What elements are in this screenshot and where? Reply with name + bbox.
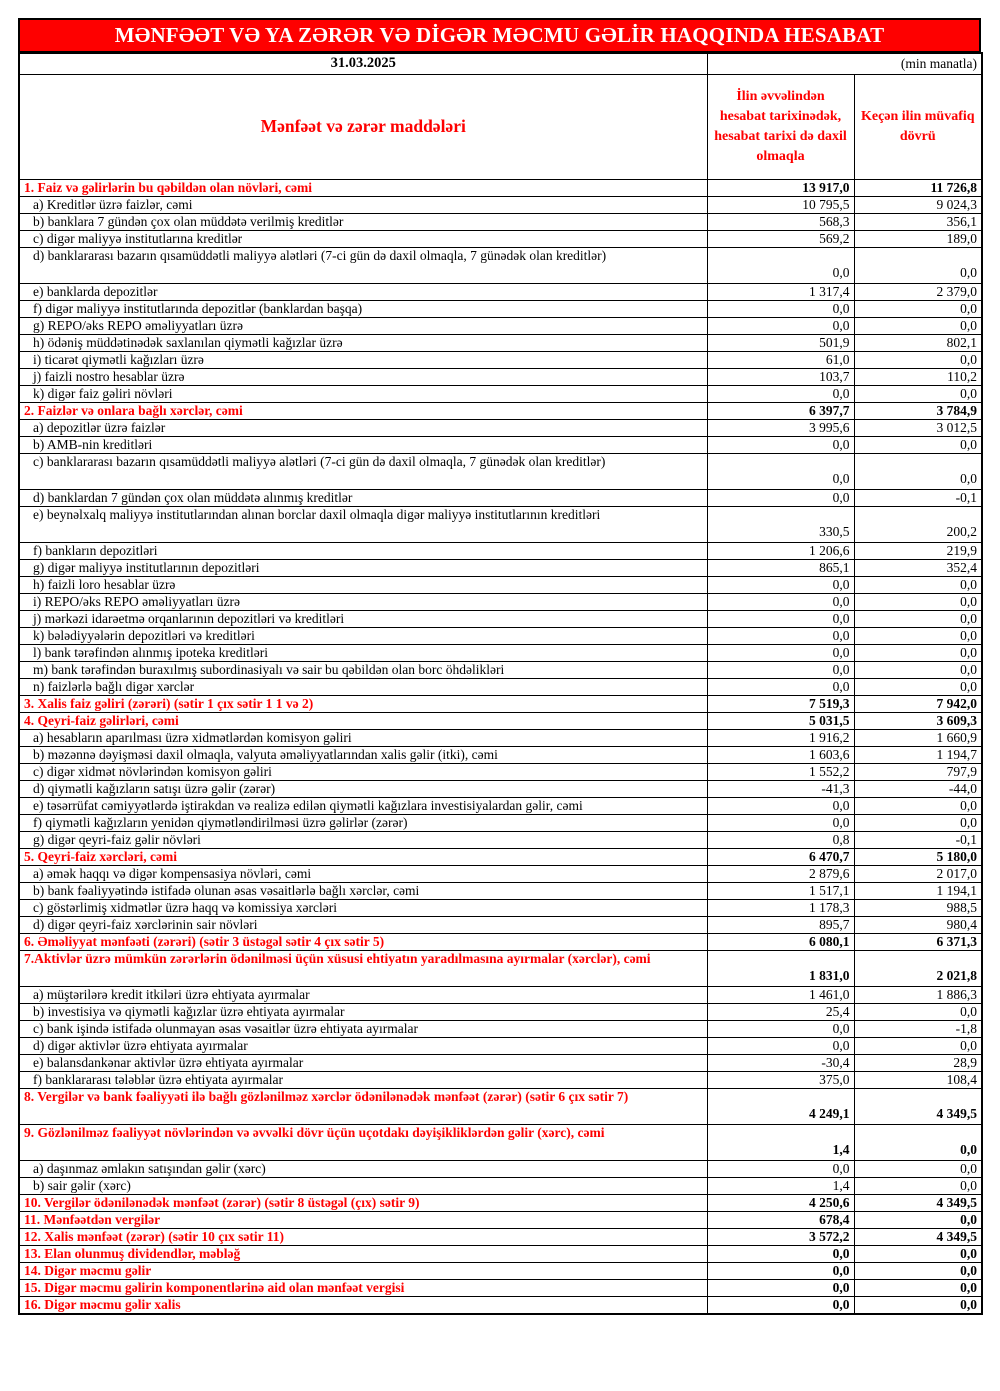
row-value-prior: 0,0: [854, 1177, 982, 1194]
row-value-prior: 3 012,5: [854, 419, 982, 436]
row-value-ytd: 0,0: [707, 300, 854, 317]
table-row: [19, 729, 982, 746]
row-value-ytd: 1 178,3: [707, 899, 854, 916]
row-value-prior: 0,0: [854, 1003, 982, 1020]
table-row: [19, 436, 982, 453]
row-label: 3. Xalis faiz gəliri (zərəri) (sətir 1 çıx sətir 1 1 və 2): [19, 695, 707, 712]
row-value-ytd: 1 916,2: [707, 729, 854, 746]
row-value-prior: 0,0: [854, 436, 982, 453]
row-value-prior: 0,0: [854, 627, 982, 644]
row-value-ytd: 6 470,7: [707, 848, 854, 865]
row-value-ytd: 7 519,3: [707, 695, 854, 712]
row-value-prior: 219,9: [854, 542, 982, 559]
row-value-prior: 1 194,1: [854, 882, 982, 899]
row-value-prior: -44,0: [854, 780, 982, 797]
row-value-ytd: 1 317,4: [707, 283, 854, 300]
table-row: [19, 1296, 982, 1314]
table-row: [19, 213, 982, 230]
row-value-ytd: 568,3: [707, 213, 854, 230]
table-row: [19, 1194, 982, 1211]
row-label: h) faizli loro hesablar üzrə: [19, 576, 707, 593]
table-row: [19, 453, 982, 489]
row-label: d) digər aktivlər üzrə ehtiyata ayırmalar: [19, 1037, 707, 1054]
row-label: e) təsərrüfat cəmiyyətlərdə iştirakdan və realizə edilən qiymətli kağızlara investisiyalardan gəlir, cəmi: [19, 797, 707, 814]
row-label: i) REPO/əks REPO əməliyyatları üzrə: [19, 593, 707, 610]
row-value-prior: 0,0: [854, 814, 982, 831]
table-row: [19, 865, 982, 882]
row-value-ytd: 0,0: [707, 678, 854, 695]
row-value-ytd: 0,0: [707, 814, 854, 831]
row-value-ytd: 1 831,0: [707, 950, 854, 986]
row-value-prior: 980,4: [854, 916, 982, 933]
table-row: [19, 797, 982, 814]
row-value-prior: 2 021,8: [854, 950, 982, 986]
row-value-prior: -0,1: [854, 489, 982, 506]
row-value-ytd: 0,8: [707, 831, 854, 848]
unit-label: (min manatla): [707, 53, 982, 74]
row-value-ytd: 1 206,6: [707, 542, 854, 559]
row-label: 1. Faiz və gəlirlərin bu qəbildən olan növləri, cəmi: [19, 179, 707, 196]
row-value-prior: 4 349,5: [854, 1228, 982, 1245]
table-row: [19, 368, 982, 385]
items-column-header: Mənfəət və zərər maddələri: [19, 74, 707, 179]
row-value-prior: 110,2: [854, 368, 982, 385]
row-label: b) bank fəaliyyətində istifadə olunan əsas vəsaitlərlə bağlı xərclər, cəmi: [19, 882, 707, 899]
table-body: [19, 179, 982, 1314]
row-value-prior: 4 349,5: [854, 1088, 982, 1124]
row-value-ytd: 0,0: [707, 1020, 854, 1037]
row-value-ytd: 0,0: [707, 317, 854, 334]
report-page: [18, 18, 981, 1315]
row-value-ytd: 375,0: [707, 1071, 854, 1088]
row-value-ytd: 2 879,6: [707, 865, 854, 882]
row-label: 12. Xalis mənfəət (zərər) (sətir 10 çıx sətir 11): [19, 1228, 707, 1245]
row-value-prior: 6 371,3: [854, 933, 982, 950]
row-label: 5. Qeyri-faiz xərcləri, cəmi: [19, 848, 707, 865]
row-value-ytd: 0,0: [707, 1262, 854, 1279]
table-row: [19, 1054, 982, 1071]
row-label: e) banklarda depozitlər: [19, 283, 707, 300]
row-label: f) digər maliyyə institutlarında depozitlər (banklardan başqa): [19, 300, 707, 317]
row-label: 9. Gözlənilməz fəaliyyət növlərindən və əvvəlki dövr üçün uçotdakı dəyişikliklərdən gəlir (xərc), cəmi: [19, 1124, 707, 1160]
table-row: [19, 593, 982, 610]
row-label: 8. Vergilər və bank fəaliyyəti ilə bağlı gözlənilməz xərclər ödənilənədək mənfəət (zərər) (sətir 6 çıx sətir 7): [19, 1088, 707, 1124]
row-label: j) mərkəzi idarəetmə orqanlarının depozitləri və kreditləri: [19, 610, 707, 627]
row-value-prior: 802,1: [854, 334, 982, 351]
report-date: 31.03.2025: [19, 53, 707, 74]
row-label: g) digər maliyyə institutlarının depozitləri: [19, 559, 707, 576]
table-row: [19, 1088, 982, 1124]
row-value-ytd: 0,0: [707, 576, 854, 593]
table-row: [19, 678, 982, 695]
table-row: [19, 1228, 982, 1245]
table-row: [19, 385, 982, 402]
row-label: k) digər faiz gəliri növləri: [19, 385, 707, 402]
row-value-prior: 1 886,3: [854, 986, 982, 1003]
row-value-ytd: 4 250,6: [707, 1194, 854, 1211]
row-value-prior: 0,0: [854, 576, 982, 593]
row-value-ytd: 0,0: [707, 1037, 854, 1054]
row-value-ytd: 103,7: [707, 368, 854, 385]
row-value-prior: 0,0: [854, 1037, 982, 1054]
row-label: 2. Faizlər və onlara bağlı xərclər, cəmi: [19, 402, 707, 419]
row-label: i) ticarət qiymətli kağızları üzrə: [19, 351, 707, 368]
table-row: [19, 1262, 982, 1279]
table-row: [19, 610, 982, 627]
date-row: [19, 53, 982, 74]
row-label: b) sair gəlir (xərc): [19, 1177, 707, 1194]
row-value-ytd: 0,0: [707, 453, 854, 489]
row-value-prior: -1,8: [854, 1020, 982, 1037]
table-row: [19, 899, 982, 916]
row-value-ytd: 0,0: [707, 797, 854, 814]
row-value-prior: 28,9: [854, 1054, 982, 1071]
income-statement-table: [18, 52, 983, 1315]
table-row: [19, 1245, 982, 1262]
row-label: a) müştərilərə kredit itkiləri üzrə ehtiyata ayırmalar: [19, 986, 707, 1003]
row-value-ytd: 3 995,6: [707, 419, 854, 436]
table-row: [19, 506, 982, 542]
row-value-ytd: 865,1: [707, 559, 854, 576]
row-value-ytd: 1 552,2: [707, 763, 854, 780]
row-value-prior: 3 609,3: [854, 712, 982, 729]
row-label: h) ödəniş müddətinədək saxlanılan qiymətli kağızlar üzrə: [19, 334, 707, 351]
table-row: [19, 179, 982, 196]
prior-period-column-header: Keçən ilin müvafiq dövrü: [854, 74, 982, 179]
row-label: c) banklararası bazarın qısamüddətli maliyyə alətləri (7-ci gün də daxil olmaqla, 7 günədək olan kreditlər): [19, 453, 707, 489]
row-label: f) qiymətli kağızların yenidən qiymətləndirilməsi üzrə gəlirlər (zərər): [19, 814, 707, 831]
row-value-prior: 0,0: [854, 797, 982, 814]
row-value-prior: 0,0: [854, 351, 982, 368]
row-label: 13. Elan olunmuş dividendlər, məbləğ: [19, 1245, 707, 1262]
row-label: f) bankların depozitləri: [19, 542, 707, 559]
table-row: [19, 247, 982, 283]
row-value-prior: 797,9: [854, 763, 982, 780]
row-label: a) depozitlər üzrə faizlər: [19, 419, 707, 436]
row-label: a) əmək haqqı və digər kompensasiya növləri, cəmi: [19, 865, 707, 882]
table-row: [19, 882, 982, 899]
row-label: e) balansdankənar aktivlər üzrə ehtiyata ayırmalar: [19, 1054, 707, 1071]
row-value-prior: 0,0: [854, 1245, 982, 1262]
table-row: [19, 916, 982, 933]
table-row: [19, 1160, 982, 1177]
row-value-prior: 3 784,9: [854, 402, 982, 419]
table-row: [19, 1124, 982, 1160]
row-label: b) investisiya və qiymətli kağızlar üzrə ehtiyata ayırmalar: [19, 1003, 707, 1020]
table-row: [19, 419, 982, 436]
ytd-column-header: İlin əvvəlindən hesabat tarixinədək, hesabat tarixi də daxil olmaqla: [707, 74, 854, 179]
row-label: 11. Mənfəətdən vergilər: [19, 1211, 707, 1228]
row-value-prior: 0,0: [854, 247, 982, 283]
row-label: 15. Digər məcmu gəlirin komponentlərinə aid olan mənfəət vergisi: [19, 1279, 707, 1296]
row-label: n) faizlərlə bağlı digər xərclər: [19, 678, 707, 695]
row-value-prior: 0,0: [854, 1262, 982, 1279]
row-value-prior: 0,0: [854, 678, 982, 695]
row-label: c) digər maliyyə institutlarına kreditlər: [19, 230, 707, 247]
row-value-ytd: 0,0: [707, 385, 854, 402]
row-label: g) REPO/əks REPO əməliyyatları üzrə: [19, 317, 707, 334]
table-row: [19, 1211, 982, 1228]
row-label: a) daşınmaz əmlakın satışından gəlir (xərc): [19, 1160, 707, 1177]
row-label: 16. Digər məcmu gəlir xalis: [19, 1296, 707, 1314]
table-row: [19, 1071, 982, 1088]
row-value-prior: 356,1: [854, 213, 982, 230]
row-value-ytd: 0,0: [707, 1296, 854, 1314]
row-label: k) bələdiyyələrin depozitləri və kreditləri: [19, 627, 707, 644]
row-label: b) banklara 7 gündən çox olan müddətə verilmiş kreditlər: [19, 213, 707, 230]
table-row: [19, 814, 982, 831]
report-title-banner: [18, 18, 981, 53]
row-value-ytd: 25,4: [707, 1003, 854, 1020]
table-row: [19, 1003, 982, 1020]
row-label: f) banklararası tələblər üzrə ehtiyata ayırmalar: [19, 1071, 707, 1088]
row-value-prior: 0,0: [854, 610, 982, 627]
row-value-ytd: 61,0: [707, 351, 854, 368]
table-row: [19, 780, 982, 797]
row-value-prior: 0,0: [854, 1279, 982, 1296]
table-row: [19, 402, 982, 419]
row-label: c) göstərlimiş xidmətlər üzrə haqq və komissiya xərcləri: [19, 899, 707, 916]
row-value-ytd: 0,0: [707, 644, 854, 661]
table-row: [19, 576, 982, 593]
row-value-prior: 4 349,5: [854, 1194, 982, 1211]
row-value-ytd: 4 249,1: [707, 1088, 854, 1124]
row-value-ytd: -30,4: [707, 1054, 854, 1071]
table-row: [19, 746, 982, 763]
row-value-ytd: 0,0: [707, 627, 854, 644]
row-value-prior: 1 660,9: [854, 729, 982, 746]
row-value-prior: 0,0: [854, 453, 982, 489]
row-value-prior: 2 017,0: [854, 865, 982, 882]
row-value-ytd: 0,0: [707, 661, 854, 678]
table-row: [19, 230, 982, 247]
row-label: 7.Aktivlər üzrə mümkün zərərlərin ödənilməsi üçün xüsusi ehtiyatın yaradılmasına ayırmalar (xərclər), cəmi: [19, 950, 707, 986]
table-row: [19, 196, 982, 213]
row-value-prior: 0,0: [854, 300, 982, 317]
row-value-ytd: 10 795,5: [707, 196, 854, 213]
row-label: 4. Qeyri-faiz gəlirləri, cəmi: [19, 712, 707, 729]
column-header-row: [19, 74, 982, 179]
row-label: c) bank işində istifadə olunmayan əsas vəsaitlər üzrə ehtiyata ayırmalar: [19, 1020, 707, 1037]
row-value-prior: 0,0: [854, 1124, 982, 1160]
row-value-prior: 9 024,3: [854, 196, 982, 213]
row-value-prior: 0,0: [854, 317, 982, 334]
row-value-prior: 0,0: [854, 644, 982, 661]
table-row: [19, 300, 982, 317]
table-row: [19, 1177, 982, 1194]
row-value-ytd: 569,2: [707, 230, 854, 247]
table-row: [19, 489, 982, 506]
row-label: j) faizli nostro hesablar üzrə: [19, 368, 707, 385]
row-value-prior: 0,0: [854, 1296, 982, 1314]
row-label: d) digər qeyri-faiz xərclərinin sair növləri: [19, 916, 707, 933]
row-label: b) məzənnə dəyişməsi daxil olmaqla, valyuta əməliyyatlarından xalis gəlir (itki), cəmi: [19, 746, 707, 763]
row-value-ytd: 6 080,1: [707, 933, 854, 950]
table-row: [19, 831, 982, 848]
row-value-ytd: 3 572,2: [707, 1228, 854, 1245]
row-value-prior: 0,0: [854, 1211, 982, 1228]
row-value-ytd: 13 917,0: [707, 179, 854, 196]
row-value-ytd: 0,0: [707, 1160, 854, 1177]
row-label: 10. Vergilər ödənilənədək mənfəət (zərər) (sətir 8 üstəgəl (çıx) sətir 9): [19, 1194, 707, 1211]
table-row: [19, 950, 982, 986]
row-value-prior: 0,0: [854, 593, 982, 610]
row-label: b) AMB-nin kreditləri: [19, 436, 707, 453]
table-row: [19, 351, 982, 368]
row-value-prior: 108,4: [854, 1071, 982, 1088]
table-row: [19, 1037, 982, 1054]
table-row: [19, 1279, 982, 1296]
row-value-prior: 189,0: [854, 230, 982, 247]
row-value-ytd: 0,0: [707, 247, 854, 283]
row-label: d) qiymətli kağızların satışı üzrə gəlir (zərər): [19, 780, 707, 797]
row-label: l) bank tərəfindən alınmış ipoteka kreditləri: [19, 644, 707, 661]
row-value-prior: 11 726,8: [854, 179, 982, 196]
row-value-ytd: 1 461,0: [707, 986, 854, 1003]
row-label: d) banklardan 7 gündən çox olan müddətə alınmış kreditlər: [19, 489, 707, 506]
row-value-ytd: 501,9: [707, 334, 854, 351]
row-value-ytd: 0,0: [707, 1279, 854, 1296]
row-value-prior: 0,0: [854, 661, 982, 678]
row-value-ytd: 1 517,1: [707, 882, 854, 899]
row-value-prior: 352,4: [854, 559, 982, 576]
row-label: m) bank tərəfindən buraxılmış subordinasiyalı və sair bu qəbildən olan borc öhdəlikləri: [19, 661, 707, 678]
table-row: [19, 542, 982, 559]
row-value-ytd: -41,3: [707, 780, 854, 797]
row-value-ytd: 678,4: [707, 1211, 854, 1228]
row-value-prior: 0,0: [854, 1160, 982, 1177]
report-title: MƏNFƏƏT VƏ YA ZƏRƏR VƏ DİGƏR MƏCMU GƏLİR HAQQINDA HESABAT: [114, 23, 885, 47]
table-row: [19, 763, 982, 780]
row-label: 6. Əməliyyat mənfəəti (zərəri) (sətir 3 üstəgəl sətir 4 çıx sətir 5): [19, 933, 707, 950]
row-label: c) digər xidmət növlərindən komisyon gəliri: [19, 763, 707, 780]
table-row: [19, 317, 982, 334]
row-value-ytd: 330,5: [707, 506, 854, 542]
table-row: [19, 644, 982, 661]
table-row: [19, 283, 982, 300]
row-label: g) digər qeyri-faiz gəlir növləri: [19, 831, 707, 848]
table-row: [19, 559, 982, 576]
row-value-ytd: 1,4: [707, 1177, 854, 1194]
row-value-ytd: 6 397,7: [707, 402, 854, 419]
row-label: a) Kreditlər üzrə faizlər, cəmi: [19, 196, 707, 213]
row-value-prior: 1 194,7: [854, 746, 982, 763]
row-value-prior: 200,2: [854, 506, 982, 542]
table-row: [19, 695, 982, 712]
row-value-ytd: 0,0: [707, 1245, 854, 1262]
row-label: e) beynəlxalq maliyyə institutlarından alınan borclar daxil olmaqla digər maliyyə institutlarının kreditləri: [19, 506, 707, 542]
table-row: [19, 933, 982, 950]
table-row: [19, 627, 982, 644]
table-row: [19, 712, 982, 729]
row-value-ytd: 895,7: [707, 916, 854, 933]
row-value-ytd: 0,0: [707, 436, 854, 453]
row-value-ytd: 1,4: [707, 1124, 854, 1160]
table-row: [19, 986, 982, 1003]
row-value-prior: -0,1: [854, 831, 982, 848]
row-value-ytd: 1 603,6: [707, 746, 854, 763]
row-value-prior: 0,0: [854, 385, 982, 402]
row-label: d) banklararası bazarın qısamüddətli maliyyə alətləri (7-ci gün də daxil olmaqla, 7 günədək olan kreditlər): [19, 247, 707, 283]
table-row: [19, 848, 982, 865]
row-value-ytd: 0,0: [707, 610, 854, 627]
table-row: [19, 334, 982, 351]
row-value-ytd: 0,0: [707, 489, 854, 506]
row-value-prior: 7 942,0: [854, 695, 982, 712]
row-value-prior: 2 379,0: [854, 283, 982, 300]
row-value-ytd: 0,0: [707, 593, 854, 610]
row-value-prior: 988,5: [854, 899, 982, 916]
row-label: a) hesabların aparılması üzrə xidmətlərdən komisyon gəliri: [19, 729, 707, 746]
row-value-ytd: 5 031,5: [707, 712, 854, 729]
table-row: [19, 661, 982, 678]
row-value-prior: 5 180,0: [854, 848, 982, 865]
row-label: 14. Digər məcmu gəlir: [19, 1262, 707, 1279]
table-row: [19, 1020, 982, 1037]
